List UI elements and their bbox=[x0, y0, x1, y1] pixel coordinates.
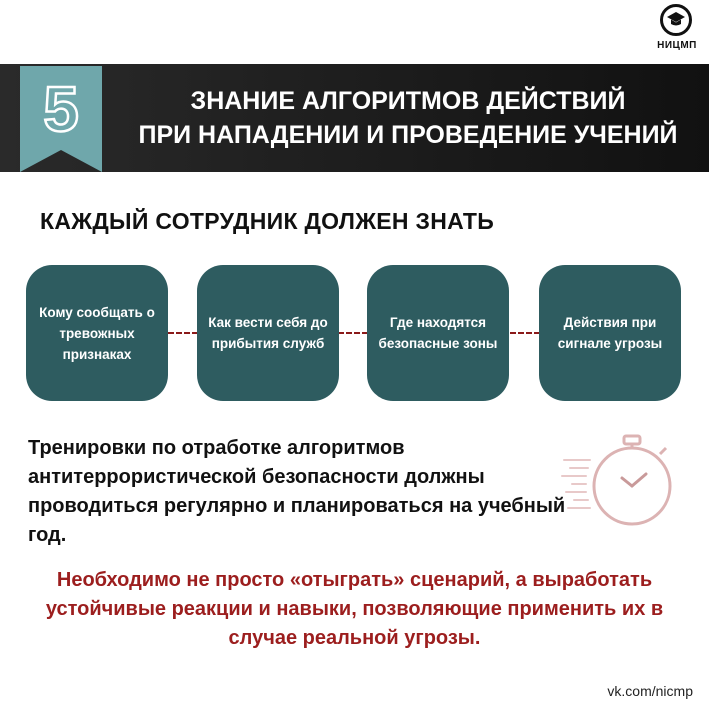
title-line-1: ЗНАНИЕ АЛГОРИТМОВ ДЕЙСТВИЙ bbox=[190, 87, 626, 115]
card-connector bbox=[338, 332, 368, 334]
title-line-2: ПРИ НАПАДЕНИИ И ПРОВЕДЕНИЕ УЧЕНИЙ bbox=[138, 121, 678, 149]
card-connector bbox=[168, 332, 198, 334]
section-subtitle: КАЖДЫЙ СОТРУДНИК ДОЛЖЕН ЗНАТЬ bbox=[40, 208, 495, 234]
info-card-behavior bbox=[197, 265, 339, 401]
page-title bbox=[118, 84, 698, 152]
info-card-threat-signal bbox=[539, 265, 681, 401]
key-message: Необходимо не просто «отыграть» сценарий, а выработать устойчивые реакции и навыки, позволяющие применить их в случае реальной угрозы. bbox=[45, 569, 664, 649]
graduation-cap-icon bbox=[660, 4, 692, 36]
card-label: Кому сообщать о тревожных признаках bbox=[39, 304, 155, 362]
card-label: Действия при сигнале угрозы bbox=[557, 315, 663, 351]
card-label: Как вести себя до прибытия служб bbox=[208, 315, 328, 351]
stopwatch-icon bbox=[560, 430, 690, 540]
logo-text: НИЦМП bbox=[657, 40, 697, 51]
info-card-safe-zones bbox=[367, 265, 509, 401]
card-connector bbox=[510, 332, 540, 334]
training-paragraph: Тренировки по отработке алгоритмов антитеррористической безопасности должны проводиться регулярно и планироваться на учебный год. bbox=[28, 437, 566, 546]
organization-logo bbox=[652, 4, 702, 58]
source-link[interactable]: vk.com/nicmp bbox=[607, 683, 693, 699]
section-number: 5 bbox=[43, 73, 79, 145]
info-card-report bbox=[26, 265, 168, 401]
card-label: Где находятся безопасные зоны bbox=[378, 315, 498, 351]
